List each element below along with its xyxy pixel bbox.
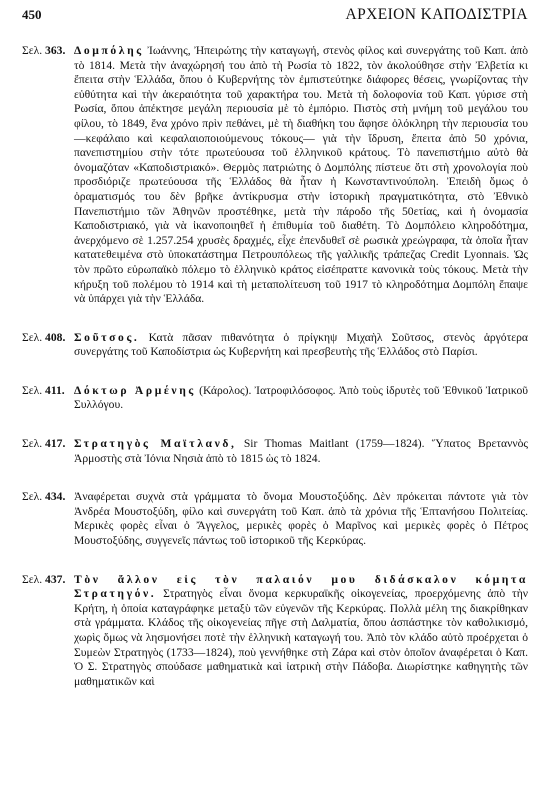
page-reference-number: 437. (45, 572, 66, 586)
note-headword: Τὸν ἄλλον εἰς τὸν παλαιόν μου διδάσκαλον κόμητα Στρατηγόν. (74, 572, 528, 601)
page-reference (22, 331, 74, 360)
page-reference (22, 490, 74, 548)
page-reference-label: Σελ. (22, 383, 43, 397)
note-entry-363 (22, 44, 528, 307)
page-reference (22, 384, 74, 413)
page-number: 450 (22, 7, 42, 22)
page-reference (22, 437, 74, 466)
page-reference-number: 408. (45, 330, 66, 344)
notes-list (22, 44, 528, 689)
running-title: ΑΡΧΕΙΟΝ ΚΑΠΟΔΙΣΤΡΙΑ (345, 6, 528, 23)
page-reference (22, 44, 74, 307)
note-body: Sir Thomas Maitlant (1759—1824). Ὕπατος Βρεταννὸς Ἁρμοστὴς στὰ Ἰόνια Νησιὰ ἀπὸ τὸ 1815 ὡς τὸ 1824. (74, 437, 528, 465)
page-reference-number: 363. (45, 44, 66, 57)
note-text (74, 384, 528, 413)
note-text (74, 490, 528, 548)
page-header (22, 6, 528, 28)
page-reference-label: Σελ. (22, 44, 43, 57)
note-headword: Στρατηγὸς Μαϊτλανδ, (74, 437, 237, 451)
note-body: (Κάρολος). Ἰατροφιλόσοφος. Ἀπὸ τοὺς ἱδρυτὲς τοῦ Ἐθνικοῦ Ἰατρικοῦ Συλλόγου. (74, 383, 528, 412)
note-body: Ἀναφέρεται συχνὰ στὰ γράμματα τὸ ὄνομα Μουστοξύδης. Δὲν πρόκειται πάντοτε γιὰ τὸν Ἀνδρέα Μουστοξύδη, φίλο καὶ συνεργάτη τοῦ Καπ. ἀπὸ τὰ χρόνια τῆς Ἑπτανήσου Πολιτείας. Μερικὲς φορὲς εἶναι ὁ Ἄγγελος, μερικὲς φορὲς ὁ Μαρῖνος καὶ μερικὲς φορὲς ὁ Πέτρος Μουστοξύδης, συγγενεῖς πάντως τοῦ ἱστορικοῦ τῆς Κερκύρας. (74, 490, 528, 548)
note-entry-408 (22, 331, 528, 360)
page-reference-label: Σελ. (22, 437, 43, 451)
note-headword: Δόκτωρ Ἀρμένης (74, 383, 196, 397)
page-reference-label: Σελ. (22, 572, 43, 586)
note-headword: Σοῦτσος. (74, 330, 140, 344)
note-entry-434 (22, 490, 528, 548)
note-body: Κατὰ πᾶσαν πιθανότητα ὁ πρίγκηψ Μιχαὴλ Σοῦτσος, στενὸς ἀργότερα συνεργάτης τοῦ Καποδίστρια ὡς Κυβερνήτη καὶ πρεσβευτὴς τῆς Ἑλλάδος στὸ Παρίσι. (74, 330, 528, 359)
note-text (74, 331, 528, 360)
page-reference (22, 573, 74, 690)
page-reference-number: 411. (45, 383, 65, 397)
note-text (74, 437, 528, 466)
page-reference-number: 417. (45, 437, 66, 451)
note-entry-411 (22, 384, 528, 413)
note-entry-417 (22, 437, 528, 466)
note-body: Ἰωάννης, Ἠπειρώτης τὴν καταγωγή, στενὸς φίλος καὶ συνεργάτης τοῦ Καπ. ἀπὸ τὸ 1814. Μετὰ τὴν ἀναχώρησή του ἀπὸ τὴ Ρωσία τὸ 1822, τὸν ἀκολούθησε στὴν Ἐλβετία κι ἔπειτα στὴν Ἑλλάδα, ὅπου ὁ Κυβερνήτης τὸν ἐμπιστεύτηκε διάφορες θέσεις, γνωρίζοντας τὴν εὐθύτητα καὶ τὴν ἀκεραιότητα τοῦ χαρακτήρα του. Μετὰ τὴ δολοφονία τοῦ Καπ. γύρισε στὴ Ρωσία, ὅπου ἀπέκτησε μεγάλη περιουσία μὲ τὸ ἐμπόριο. Πιστὸς στὴ μνήμη τοῦ μεγάλου του φίλου, τὸ 1849, ἕνα χρόνο πρὶν πεθάνει, μὲ τὴ διαθήκη του ἄφησε ὁλόκληρη τὴν περιουσία του —κεφάλαιο καὶ κεφαλαιοποιούμενους τόκους— γιὰ τὴν ἵδρυση, ἔπειτα ἀπὸ 50 χρόνια, πανεπιστημίου στὴν τότε πρωτεύουσα τοῦ ἑλληνικοῦ κράτους. Τὸ πανεπιστήμιο αὐτὸ θὰ ὀνομαζόταν «Καποδιστριακό». Θερμὸς πατριώτης ὁ Δομπόλης πίστευε ὅτι στὴ χρονολογία ποὺ προσδιόριζε πρωτεύουσα τῆς Ἑλλάδος θὰ ἦταν ἡ Κωνσταντινούπολη. Ἐπειδὴ ὅμως ὁ ὁραματισμός του δὲν βρῆκε ἀντίκρυσμα στὴν ἱστορικὴ πραγματικότητα, στὸ Ἐθνικὸ Πανεπιστήμιο τῶν Ἀθηνῶν προστέθηκε, μετὰ τὴν πάροδο τῆς 50ετίας, καὶ ἡ ὀνομασία Καποδιστριακό, γιὰ νὰ ἱκανοποιηθεῖ ἡ ἐπιθυμία τοῦ διαθέτη. Τὸ Δομπόλειο κληροδότημα, ἀνερχόμενο σὲ 1.257.254 χρυσὲς δραχμές, εἶχε ἐπενδυθεῖ σὲ ρωσικὰ χρεώγραφα, τὰ ὁποῖα ἦταν κατατεθειμένα στὸ ὑποκατάστημα Πετρουπόλεως τῆς γαλλικῆς τράπεζας Credit Lyonnais. Ὡς τὸν πρῶτο εὐρωπαϊκὸ πόλεμο τὸ ἑλληνικὸ κράτος εἰσέπραττε κανονικὰ τοὺς τόκους. Μετὰ τὴν κήρυξη τοῦ πολέμου τὸ 1914 καὶ τὴ μεταπολίτευση τοῦ 1917 τὸ κληροδότημα Δομπόλη ἔπαψε νὰ ὑπάρχει γιὰ τὴν Ἑλλάδα. (74, 44, 528, 306)
page-reference-label: Σελ. (22, 490, 43, 504)
page-reference-number: 434. (45, 490, 66, 504)
page-reference-label: Σελ. (22, 330, 43, 344)
note-entry-437 (22, 573, 528, 690)
note-headword: Δομπόλης (74, 44, 144, 57)
note-text (74, 573, 528, 690)
note-body: Στρατηγὸς εἶναι ὄνομα κερκυραϊκῆς οἰκογενείας, προερχόμενης ἀπὸ τὴν Κρήτη, ἡ ὁποία καταγράφηκε μεταξὺ τῶν εὐγενῶν τῆς Κερκύρας. Πολλὰ μέλη της διακρίθηκαν στὰ γράμματα. Κλάδος τῆς οἰκογενείας πῆγε στὴ Δαλματία, ὅπου ἀσπάστηκε τὸν καθολικισμό, χωρὶς ὅμως νὰ λησμονήσει ποτὲ τὴν ἑλληνικὴ καταγωγή του. Ἀπὸ τὸν κλάδο αὐτὸ προέρχεται ὁ Συμεὼν Στρατηγὸς (1733—1824), ποὺ γεννήθηκε στὴ Ζάρα καὶ στὸν ὁποῖον ἀναφέρεται ὁ Καπ. Ὁ Σ. Στρατηγὸς σπούδασε μαθηματικὰ καὶ ἰατρικὴ στὴν Πάδοβα. Διωρίστηκε καθηγητὴς τῶν μαθηματικῶν καὶ (74, 587, 528, 688)
note-text (74, 44, 528, 307)
